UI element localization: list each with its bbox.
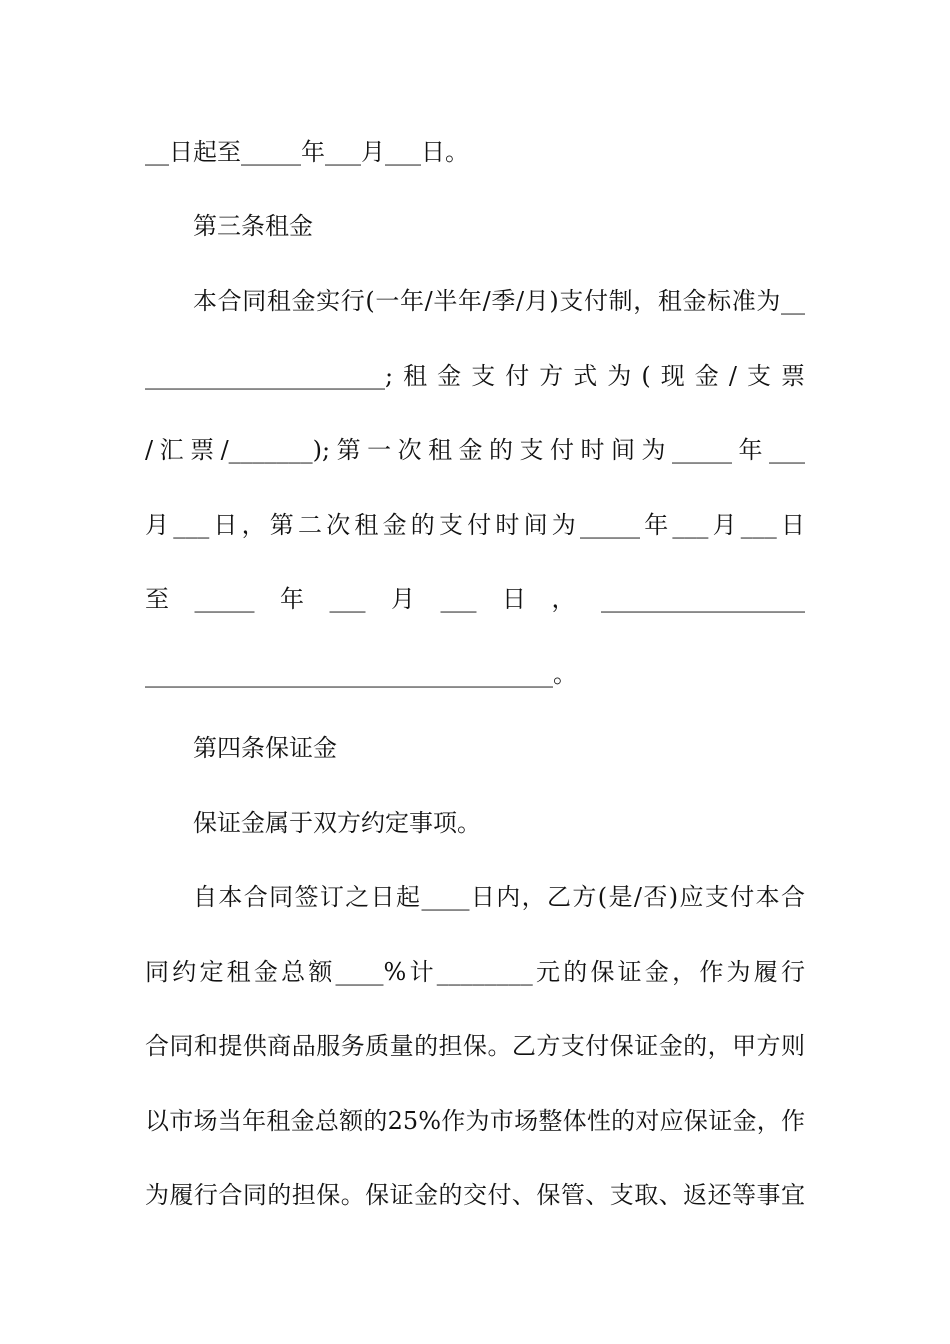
- text-line-rent-6: __________________________________。: [145, 660, 577, 688]
- text-line-deposit-1: 自本合同签订之日起____日内，乙方(是/否)应支付本合: [193, 883, 805, 911]
- heading-article-3-rent: 第三条租金: [193, 212, 313, 240]
- text-line-deposit-2: 同约定租金总额____%计________元的保证金，作为履行: [145, 958, 805, 986]
- text-line-rent-5: 至_____年___月___日，_________________: [145, 585, 805, 613]
- text-line-deposit-intro: 保证金属于双方约定事项。: [193, 809, 481, 837]
- text-line-deposit-4: 以市场当年租金总额的25%作为市场整体性的对应保证金，作: [145, 1107, 805, 1135]
- text-line-rent-4: 月___日，第二次租金的支付时间为_____年___月___日: [145, 511, 805, 539]
- heading-article-4-deposit: 第四条保证金: [193, 734, 337, 762]
- text-line-deposit-5: 为履行合同的担保。保证金的交付、保管、支取、返还等事宜: [145, 1181, 805, 1209]
- text-line-deposit-3: 合同和提供商品服务质量的担保。乙方支付保证金的，甲方则: [145, 1032, 805, 1060]
- text-line-rent-3: /汇票/_______);第一次租金的支付时间为_____年___: [145, 436, 805, 464]
- text-line-date-range: __日起至_____年___月___日。: [145, 138, 469, 166]
- text-line-rent-1: 本合同租金实行(一年/半年/季/月)支付制，租金标准为__: [193, 287, 805, 315]
- text-line-rent-2: ____________________;租金支付方式为(现金/支票: [145, 362, 805, 390]
